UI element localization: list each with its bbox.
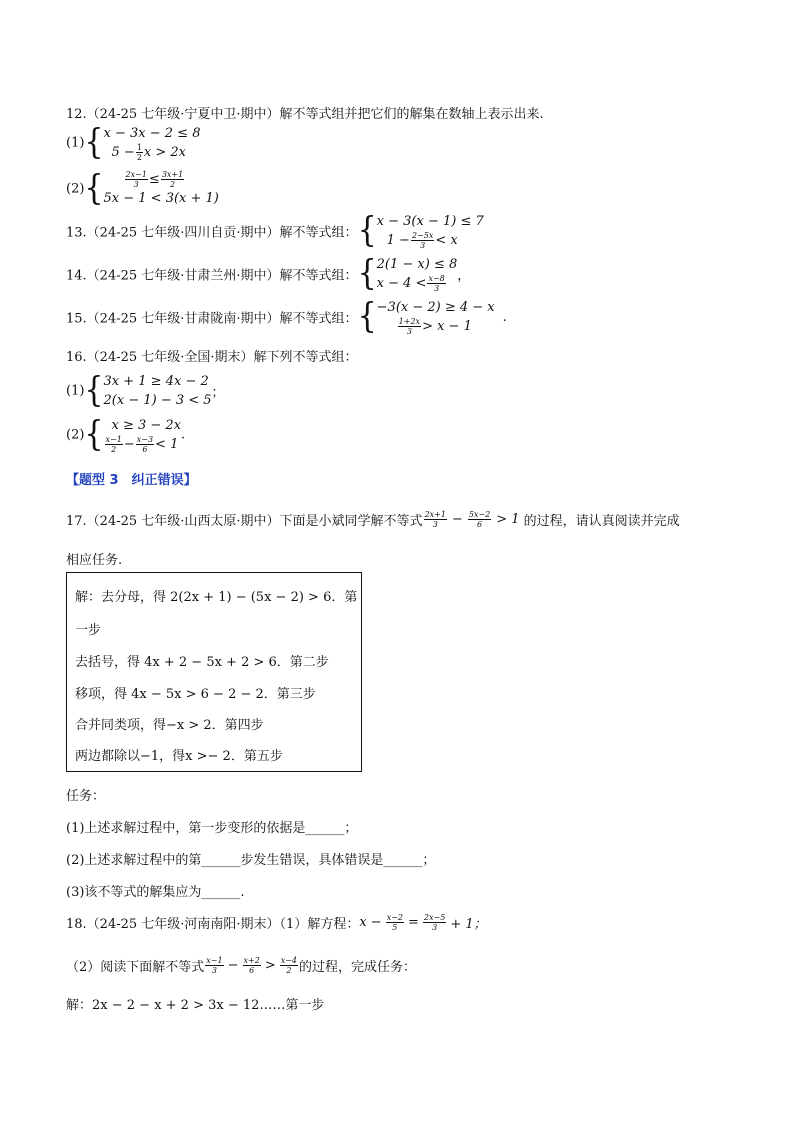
q18-frac1: $\frac{x-2}{5}$ — [386, 913, 403, 932]
q12-p2-frac1: $\frac{2x-1}{3}$ — [125, 170, 147, 189]
q13-header: 13.（24-25 七年级·四川自贡·期中）解不等式组： — [66, 225, 358, 241]
q16-part2-label: (2) — [66, 427, 85, 443]
q12-header: 12.（24-25 七年级·宁夏中卫·期中）解不等式组并把它们的解集在数轴上表示出来. — [66, 107, 544, 122]
q17-sol-line3: 去括号，得 4x + 2 − 5x + 2 > 6．第二步 — [75, 655, 329, 670]
brace-icon: { — [357, 253, 377, 294]
q16-p2-frac2: $\frac{x-3}{6}$ — [136, 435, 154, 454]
q18-eq-b: + 1； — [450, 917, 487, 932]
q15 — [66, 298, 507, 336]
q18-eq-a: x − — [359, 915, 382, 930]
q15-header: 15.（24-25 七年级·甘肃陇南·期中）解不等式组： — [66, 311, 358, 327]
q12-p1-eq2-a: 5 − — [111, 145, 135, 160]
section-title: 【题型 3 纠正错误】 — [66, 473, 197, 488]
q17-sol-line2: 一步 — [75, 623, 102, 638]
q18-part2 — [66, 956, 416, 975]
q16-p2-eq2-b: < 1 — [155, 437, 179, 452]
q13-eq2-a: 1 − — [386, 233, 410, 248]
q18-eq-sign: = — [408, 915, 419, 930]
q12-p2-op: ≤ — [148, 172, 160, 187]
q16-p1-eq2: 2(x − 1) − 3 < 5 — [103, 393, 212, 408]
q17-frac1: $\frac{2x+1}{3}$ — [424, 510, 446, 529]
q13-eq1: x − 3(x − 1) ≤ 7 — [376, 214, 484, 229]
q17-header-c: 相应任务. — [66, 553, 123, 568]
q18-p2-op: − — [227, 958, 239, 973]
q14-header: 14.（24-25 七年级·甘肃兰州·期中）解不等式组： — [66, 268, 358, 284]
q14-tail: ， — [457, 268, 471, 284]
q16-p2-op: − — [123, 437, 135, 452]
q17-header — [66, 510, 680, 529]
q18-p2-a: （2）阅读下面解不等式 — [66, 960, 205, 975]
q16-header: 16.（24-25 七年级·全国·期末）解下列不等式组： — [66, 350, 358, 365]
q12-p1-eq2-frac: $\frac{1}{2}$ — [136, 143, 142, 162]
q17-op: − — [451, 512, 463, 527]
q15-eq2-b: > x − 1 — [422, 319, 472, 334]
q12-p1-eq1: x − 3x − 2 ≤ 8 — [103, 126, 201, 141]
brace-icon: { — [357, 296, 377, 337]
solution-box — [66, 572, 362, 772]
brace-icon: { — [84, 370, 104, 411]
q14-eq1: 2(1 − x) ≤ 8 — [376, 257, 458, 272]
q12-part2 — [66, 170, 219, 208]
q16-p2-frac1: $\frac{x-1}{2}$ — [105, 435, 122, 454]
q18-p2-gt: > — [264, 958, 276, 973]
q17-sol-line4: 移项，得 4x − 5x > 6 − 2 − 2．第三步 — [75, 687, 316, 702]
q18-p2-frac1: $\frac{x-1}{3}$ — [206, 956, 223, 975]
q12-part1-label: (1) — [66, 135, 85, 151]
q17-frac2: $\frac{5x-2}{6}$ — [468, 510, 491, 529]
q12-p2-eq2: 5x − 1 < 3(x + 1) — [103, 191, 219, 206]
q18-p2-frac3: $\frac{x-4}{2}$ — [280, 956, 298, 975]
brace-icon: { — [84, 168, 104, 209]
q17-sol-line6: 两边都除以−1，得x >− 2．第五步 — [75, 749, 283, 764]
q12-p2-frac2: $\frac{3x+1}{2}$ — [161, 170, 184, 189]
q17-task-title: 任务： — [66, 789, 106, 804]
q18-header-a: 18.（24-25 七年级·河南南阳·期末）（1）解方程： — [66, 917, 360, 932]
q15-frac: $\frac{1+2x}{3}$ — [398, 317, 421, 336]
q18-frac2: $\frac{2x-5}{3}$ — [423, 913, 446, 932]
q15-tail: . — [502, 309, 507, 325]
q18-sol-line1: 解：2x − 2 − x + 2 > 3x − 12……第一步 — [66, 998, 325, 1013]
q17-header-a: 17.（24-25 七年级·山西太原·期中）下面是小斌同学解不等式 — [66, 514, 423, 529]
q17-sol-line5: 合并同类项，得−x > 2．第四步 — [75, 718, 264, 733]
q16-part1-label: (1) — [66, 383, 85, 399]
q17-header-b: 的过程，请认真阅读并完成 — [523, 514, 680, 529]
brace-icon: { — [84, 122, 104, 163]
q17-task2: (2)上述求解过程中的第______步发生错误，具体错误是______； — [66, 853, 436, 868]
q13 — [66, 212, 484, 250]
q16-p1-eq1: 3x + 1 ≥ 4x − 2 — [103, 374, 209, 389]
q16-part2 — [66, 416, 185, 454]
q18-p2-frac2: $\frac{x+2}{6}$ — [243, 956, 260, 975]
q16-part1 — [66, 372, 225, 410]
q13-frac: $\frac{2-5x}{3}$ — [411, 231, 434, 250]
q16-p1-tail: ； — [211, 385, 225, 401]
brace-icon: { — [84, 414, 104, 455]
q12-part1 — [66, 124, 200, 162]
q14-eq2-a: x − 4 < — [376, 276, 427, 291]
q17-sol-line1: 解：去分母，得 2(2x + 1) − (5x − 2) > 6．第 — [75, 590, 358, 605]
brace-icon: { — [357, 210, 377, 251]
q14-frac: $\frac{x-8}{3}$ — [428, 274, 445, 293]
q17-task3: (3)该不等式的解集应为______. — [66, 885, 245, 900]
q13-eq2-b: < x — [435, 233, 458, 248]
q16-p2-tail: . — [181, 427, 186, 443]
q18-header — [66, 913, 487, 932]
q18-p2-b: 的过程，完成任务： — [299, 960, 417, 975]
q17-task1: (1)上述求解过程中，第一步变形的依据是______； — [66, 821, 358, 836]
q14 — [66, 255, 470, 293]
q15-eq1: −3(x − 2) ≥ 4 − x — [376, 300, 495, 315]
q12-part2-label: (2) — [66, 181, 85, 197]
q17-rhs: > 1 — [496, 512, 520, 527]
q12-p1-eq2-b: x > 2x — [143, 145, 186, 160]
q16-p2-eq1: x ≥ 3 − 2x — [111, 418, 182, 433]
